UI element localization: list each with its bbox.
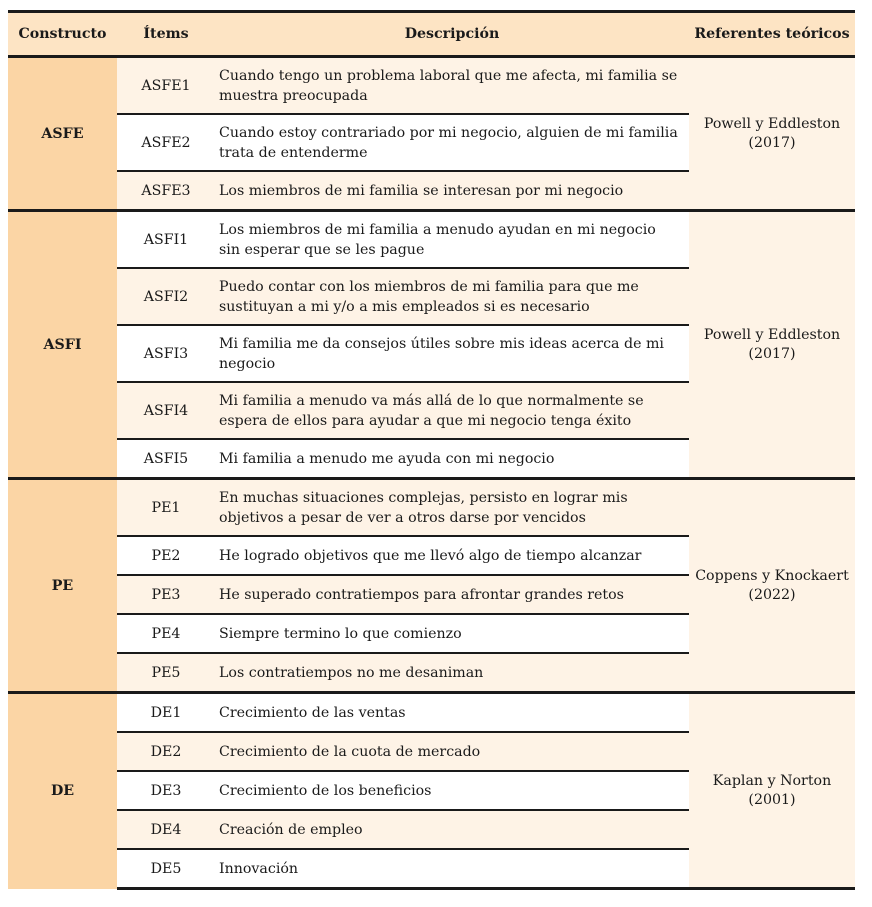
item-code: ASFI3 [117, 325, 215, 382]
header-descripcion: Descripción [215, 12, 689, 57]
construct-cell: ASFI [8, 211, 117, 479]
header-row [8, 12, 855, 57]
item-description: Mi familia a menudo va más allá de lo que normalmente se espera de ellos para ayudar a que mi negocio tenga éxito [215, 382, 689, 439]
item-description: Cuando estoy contrariado por mi negocio, alguien de mi familia trata de entenderme [215, 114, 689, 171]
item-code: DE4 [117, 810, 215, 849]
item-code: PE4 [117, 614, 215, 653]
item-description: Los miembros de mi familia a menudo ayudan en mi negocio sin esperar que se les pague [215, 211, 689, 269]
header-referentes: Referentes teóricos [689, 12, 855, 57]
item-code: ASFI5 [117, 439, 215, 479]
table-row [8, 693, 855, 733]
item-description: Creación de empleo [215, 810, 689, 849]
constructs-table [8, 10, 855, 890]
reference-cell: Coppens y Knockaert (2022) [689, 479, 855, 693]
item-description: Mi familia me da consejos útiles sobre mis ideas acerca de mi negocio [215, 325, 689, 382]
item-code: DE3 [117, 771, 215, 810]
header-items: Ítems [117, 12, 215, 57]
table-row [8, 211, 855, 269]
item-description: Los contratiempos no me desaniman [215, 653, 689, 693]
item-description: En muchas situaciones complejas, persisto en lograr mis objetivos a pesar de ver a otros darse por vencidos [215, 479, 689, 537]
construct-cell: DE [8, 693, 117, 889]
table-row [8, 479, 855, 537]
item-description: Innovación [215, 849, 689, 889]
item-description: Siempre termino lo que comienzo [215, 614, 689, 653]
construct-cell: ASFE [8, 57, 117, 211]
item-description: Cuando tengo un problema laboral que me afecta, mi familia se muestra preocupada [215, 57, 689, 115]
item-code: ASFI4 [117, 382, 215, 439]
construct-cell: PE [8, 479, 117, 693]
reference-cell: Powell y Eddleston (2017) [689, 211, 855, 479]
item-code: DE1 [117, 693, 215, 733]
item-description: Crecimiento de la cuota de mercado [215, 732, 689, 771]
item-code: PE1 [117, 479, 215, 537]
item-code: PE2 [117, 536, 215, 575]
reference-cell: Powell y Eddleston (2017) [689, 57, 855, 211]
item-code: PE3 [117, 575, 215, 614]
item-description: Crecimiento de los beneficios [215, 771, 689, 810]
item-description: He logrado objetivos que me llevó algo de tiempo alcanzar [215, 536, 689, 575]
reference-cell: Kaplan y Norton (2001) [689, 693, 855, 889]
item-code: DE2 [117, 732, 215, 771]
table-row [8, 57, 855, 115]
item-code: ASFI1 [117, 211, 215, 269]
item-code: PE5 [117, 653, 215, 693]
item-description: Los miembros de mi familia se interesan por mi negocio [215, 171, 689, 211]
item-description: He superado contratiempos para afrontar grandes retos [215, 575, 689, 614]
item-code: DE5 [117, 849, 215, 889]
item-description: Mi familia a menudo me ayuda con mi negocio [215, 439, 689, 479]
item-code: ASFE1 [117, 57, 215, 115]
item-code: ASFE3 [117, 171, 215, 211]
item-description: Crecimiento de las ventas [215, 693, 689, 733]
header-constructo: Constructo [8, 12, 117, 57]
item-code: ASFI2 [117, 268, 215, 325]
item-description: Puedo contar con los miembros de mi familia para que me sustituyan a mi y/o a mis empleados si es necesario [215, 268, 689, 325]
item-code: ASFE2 [117, 114, 215, 171]
